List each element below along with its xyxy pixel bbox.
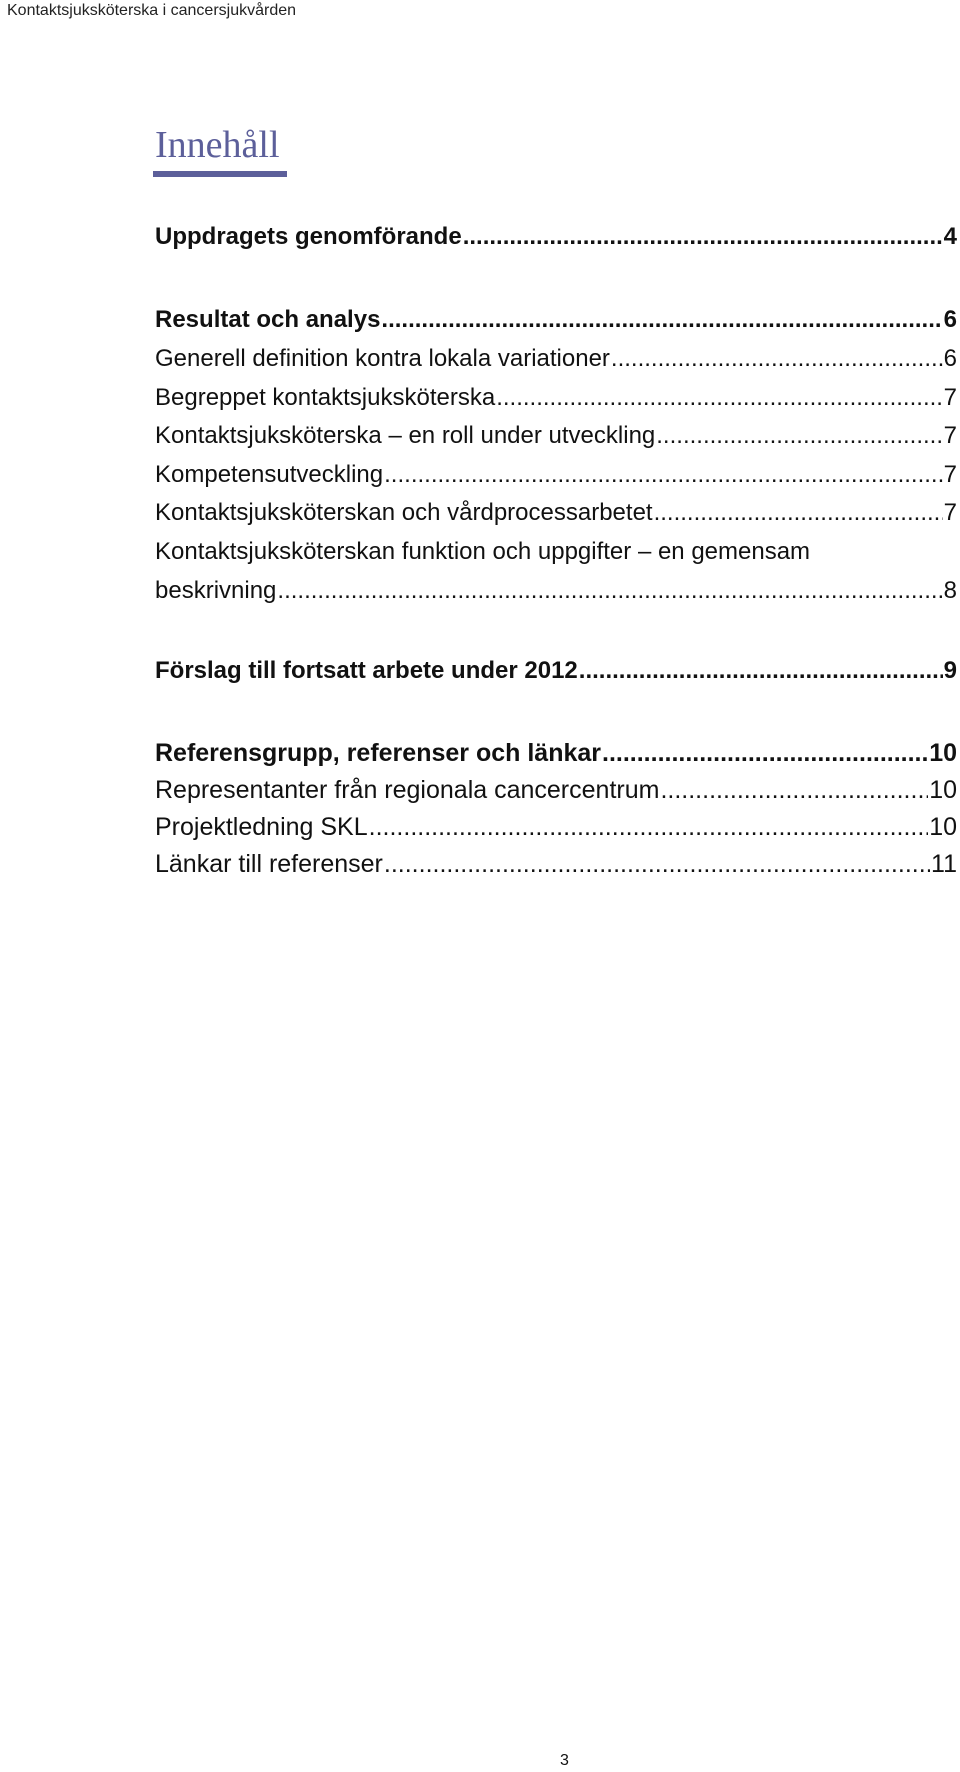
toc-entry-page: 6 xyxy=(943,345,957,372)
toc-entry-projektledning[interactable] xyxy=(155,812,957,842)
toc-entry-page: 8 xyxy=(943,577,957,604)
dot-leader xyxy=(496,383,942,413)
toc-entry-title: Kontaktsjuksköterska – en roll under utveckling xyxy=(155,422,656,449)
toc-entry-continuation xyxy=(155,576,957,606)
toc-entry-title: Generell definition kontra lokala variationer xyxy=(155,345,610,372)
page-number: 3 xyxy=(560,1752,569,1769)
heading-underline xyxy=(153,171,287,177)
toc-entry-lankar[interactable] xyxy=(155,849,957,879)
toc-entry-page: 7 xyxy=(943,422,957,449)
toc-entry-title: Resultat och analys xyxy=(155,306,381,333)
toc-entry-title: Kompetensutveckling xyxy=(155,461,384,488)
toc-entry-title: Projektledning SKL xyxy=(155,813,368,841)
toc-entry-page: 10 xyxy=(929,813,957,841)
toc-entry-generell-definition[interactable] xyxy=(155,344,957,374)
dot-leader xyxy=(660,775,928,805)
toc-entry-vardprocessarbetet[interactable] xyxy=(155,498,957,528)
toc-entry-title: Kontaktsjuksköterskan och vårdprocessarbetet xyxy=(155,499,653,526)
dot-leader xyxy=(369,812,929,842)
dot-leader xyxy=(277,576,942,606)
toc-entry-title: Representanter från regionala cancercentrum xyxy=(155,776,660,804)
toc-entry-begreppet[interactable] xyxy=(155,383,957,413)
dot-leader xyxy=(602,738,928,768)
toc-entry-roll-under-utveckling[interactable] xyxy=(155,421,957,451)
toc-entry-page: 11 xyxy=(931,850,957,878)
dot-leader xyxy=(384,849,930,879)
toc-entry-title: Kontaktsjuksköterskan funktion och uppgifter – en gemensam xyxy=(155,538,811,565)
toc-entry-title: Uppdragets genomförande xyxy=(155,223,462,250)
dot-leader xyxy=(384,460,943,490)
toc-entry-page: 10 xyxy=(929,739,957,767)
toc-entry-funktion-och-uppgifter[interactable] xyxy=(155,537,957,606)
toc-entry-title: Begreppet kontaktsjuksköterska xyxy=(155,384,496,411)
toc-entry-page: 9 xyxy=(943,657,957,684)
dot-leader xyxy=(611,344,943,374)
toc-entry-uppdragets-genomforande[interactable] xyxy=(155,222,957,252)
toc-entry-title-continued: beskrivning xyxy=(155,577,277,604)
toc-entry-page: 7 xyxy=(943,461,957,488)
toc-entry-title: Länkar till referenser xyxy=(155,850,383,878)
toc-entry-resultat-och-analys[interactable] xyxy=(155,305,957,335)
toc-entry-title: Förslag till fortsatt arbete under 2012 xyxy=(155,657,578,684)
toc-entry-referensgrupp[interactable] xyxy=(155,738,957,768)
dot-leader xyxy=(381,305,942,335)
toc-entry-page: 6 xyxy=(943,306,957,333)
toc-entry-representanter[interactable] xyxy=(155,775,957,805)
toc-entry-page: 7 xyxy=(943,384,957,411)
toc-entry-title: Referensgrupp, referenser och länkar xyxy=(155,739,601,767)
dot-leader xyxy=(656,421,942,451)
toc-entry-page: 10 xyxy=(929,776,957,804)
toc-entry-page: 7 xyxy=(943,499,957,526)
toc-entry-page: 4 xyxy=(943,223,957,250)
toc-heading: Innehåll xyxy=(155,124,280,166)
dot-leader xyxy=(654,498,943,528)
toc-entry-forslag-2012[interactable] xyxy=(155,656,957,686)
dot-leader xyxy=(579,656,943,686)
toc-entry-kompetensutveckling[interactable] xyxy=(155,460,957,490)
running-header: Kontaktsjuksköterska i cancersjukvården xyxy=(7,2,297,19)
dot-leader xyxy=(463,222,943,252)
